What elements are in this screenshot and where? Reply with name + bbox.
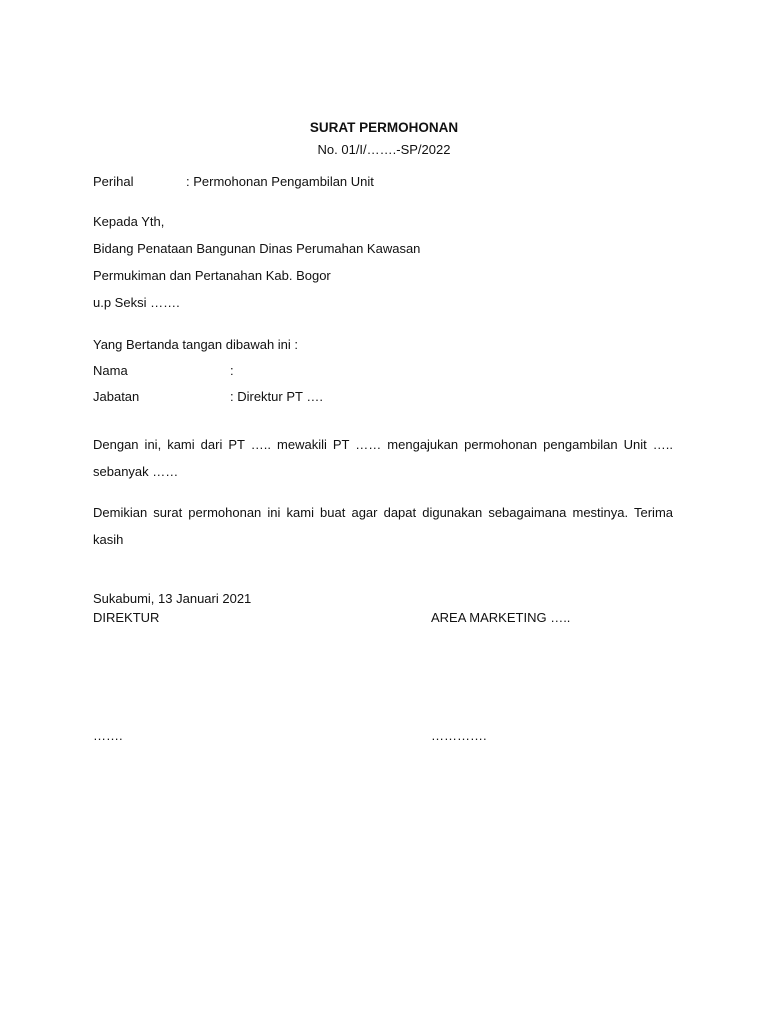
- field-value-nama: :: [230, 363, 234, 378]
- recipient-line: u.p Seksi …….: [93, 295, 180, 310]
- subject-value: : Permohonan Pengambilan Unit: [186, 174, 374, 189]
- signature-title-right: AREA MARKETING …..: [431, 610, 571, 625]
- subject-label: Perihal: [93, 174, 134, 189]
- field-label-nama: Nama: [93, 363, 128, 378]
- closing-paragraph: Demikian surat permohonan ini kami buat agar dapat digunakan sebagaimana mestinya. Terima kasih: [93, 505, 673, 547]
- signature-name-right: ………….: [431, 728, 487, 743]
- salutation: Kepada Yth,: [93, 214, 165, 229]
- field-label-jabatan: Jabatan: [93, 389, 140, 404]
- signature-name-left: …….: [93, 728, 123, 743]
- intro-text: Yang Bertanda tangan dibawah ini :: [93, 337, 299, 352]
- recipient-line: Bidang Penataan Bangunan Dinas Perumahan Kawasan: [93, 241, 421, 256]
- signature-title-left: DIREKTUR: [93, 610, 160, 625]
- recipient-line: Permukiman dan Pertanahan Kab. Bogor: [93, 268, 331, 283]
- field-value-jabatan: : Direktur PT ….: [230, 389, 323, 404]
- letter-number: No. 01/I/…….-SP/2022: [317, 142, 451, 157]
- place-date: Sukabumi, 13 Januari 2021: [93, 591, 252, 606]
- body-paragraph: Dengan ini, kami dari PT ….. mewakili PT …… mengajukan permohonan pengambilan Unit ….. sebanyak ……: [93, 437, 673, 479]
- letter-title: SURAT PERMOHONAN: [309, 120, 459, 135]
